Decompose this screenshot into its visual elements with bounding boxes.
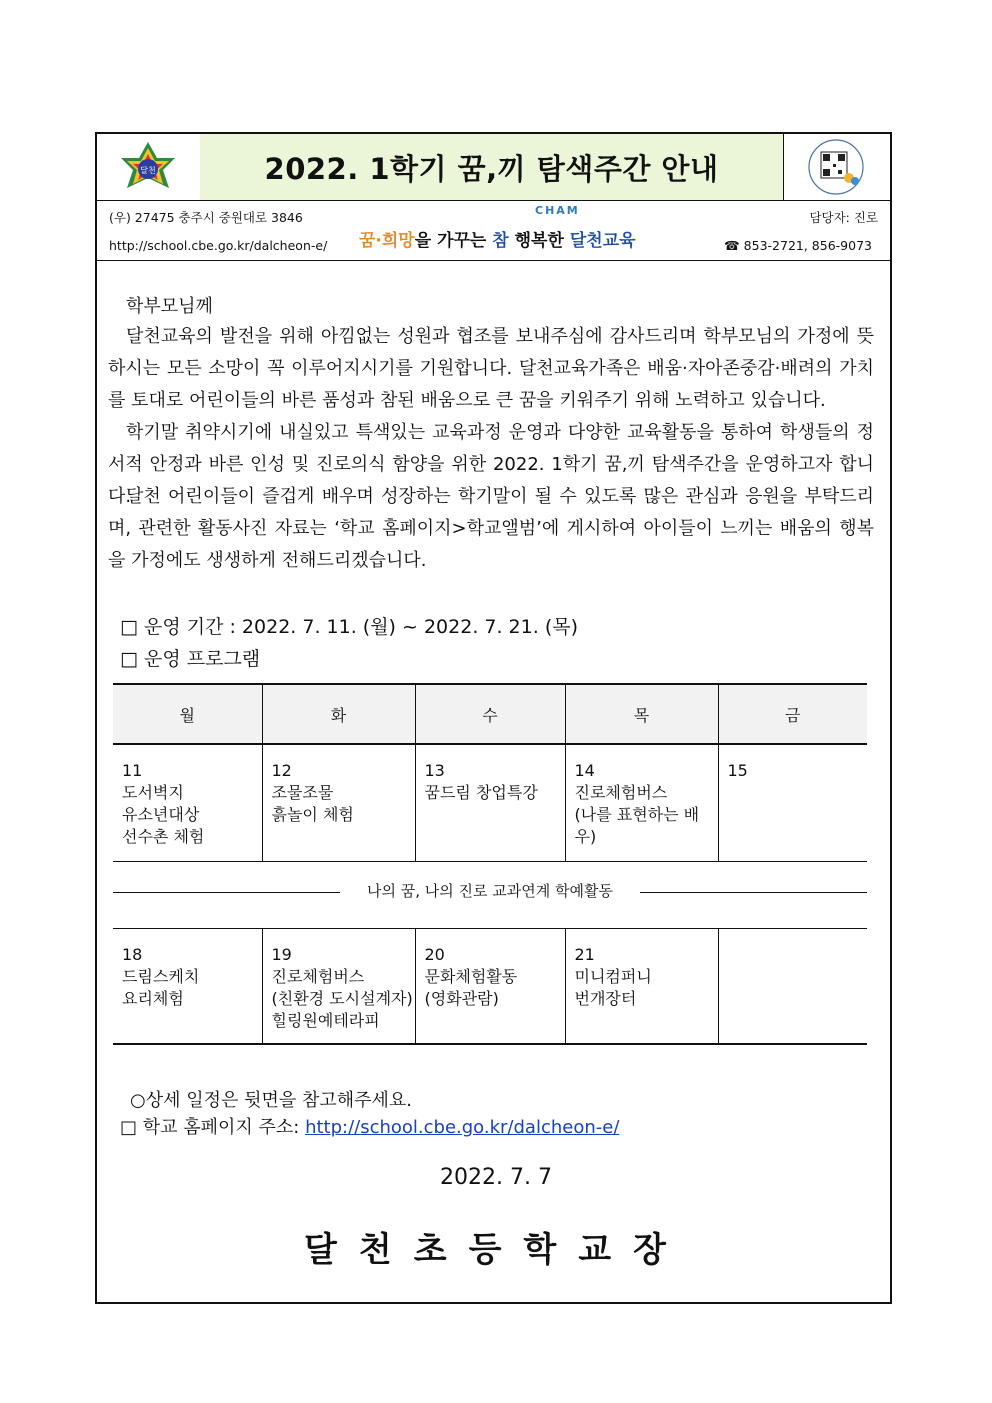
activity-text: (친환경 도시설계자) — [271, 989, 413, 1008]
day-number: 15 — [727, 761, 748, 780]
header-row — [97, 134, 890, 201]
slogan-part-a: 꿈·희망 — [359, 231, 415, 251]
school-emblem — [97, 134, 201, 200]
period-line: □ 운영 기간 : 2022. 7. 11. (월) ~ 2022. 7. 21. (목) — [120, 616, 578, 638]
slogan-part-c: 참 — [492, 231, 509, 251]
paragraph-2: 학기말 취약시기에 내실있고 특색있는 교육과정 운영과 다양한 교육활동을 통하여 학생들의 정서적 안정과 바른 인성 및 진로의식 함양을 위한 2022. 1학기 꿈,끼 탐색주간을 운영하고자 합니다. — [108, 422, 874, 507]
schedule-table-week2 — [113, 928, 867, 1045]
divider-label: 나의 꿈, 나의 진로 교과연계 학예활동 — [340, 880, 640, 901]
postal-address: (우) 27475 충주시 중원대로 3846 — [109, 210, 303, 225]
slogan-cham: CHAM — [535, 204, 580, 217]
phone-numbers: ☎ 853-2721, 856-9073 — [724, 238, 872, 253]
address-row — [97, 200, 890, 261]
header-tue: 화 — [262, 684, 415, 744]
activity-text: 미니컴퍼니 — [574, 967, 652, 986]
svg-text:달천: 달천 — [140, 166, 156, 175]
paragraph-3: 달천 어린이들이 즐겁게 배우며 성장하는 학기말이 될 수 있도록 많은 관심과 응원을 부탁드리며, 관련한 활동사진 자료는 ‘학교 홈페이지>학교앨범’에 게시하여 아이들이 느끼는 배움의 행복을 가정에도 생생하게 전해드리겠습니다. — [108, 486, 874, 571]
homepage-link[interactable]: http://school.cbe.go.kr/dalcheon-e/ — [305, 1117, 620, 1138]
qr-code-icon — [783, 134, 890, 200]
cell-19 — [262, 929, 415, 1044]
activity-text: 조물조물 — [271, 783, 334, 802]
table-header-row — [113, 684, 867, 744]
schedule-table-week1 — [113, 683, 867, 862]
day-number: 20 — [424, 945, 445, 964]
homepage-label: □ 학교 홈페이지 주소: — [120, 1117, 306, 1138]
page-title: 2022. 1학기 꿈,끼 탐색주간 안내 — [264, 151, 719, 186]
cell-11 — [113, 744, 262, 861]
header-fri: 금 — [718, 684, 867, 744]
activity-text: 유소년대상 — [122, 805, 200, 824]
table-row — [113, 744, 867, 861]
principal-signature: 달천초등학교장 — [304, 1230, 688, 1270]
cell-empty — [718, 929, 867, 1044]
homepage-line — [120, 1113, 619, 1139]
header-wed: 수 — [415, 684, 565, 744]
greeting: 학부모님께 — [126, 296, 213, 317]
activity-text: 번개장터 — [574, 989, 637, 1008]
header-thu: 목 — [565, 684, 718, 744]
cell-14 — [565, 744, 718, 861]
day-number: 14 — [574, 761, 595, 780]
issue-date: 2022. 7. 7 — [440, 1165, 552, 1190]
activity-text: 드림스케치 — [122, 967, 200, 986]
day-number: 18 — [122, 945, 143, 964]
cell-21 — [565, 929, 718, 1044]
activity-text: 문화체험활동 — [424, 967, 518, 986]
day-number: 19 — [271, 945, 292, 964]
contact-person: 담당자: 진로 — [809, 210, 878, 225]
slogan-part-e: 달천교육 — [569, 231, 636, 251]
activity-text: 도서벽지 — [122, 783, 184, 802]
activity-text: (나를 표현하는 배우) — [574, 805, 700, 846]
day-number: 12 — [271, 761, 292, 780]
activity-text: 힐링원예테라피 — [271, 1011, 380, 1030]
school-url[interactable]: http://school.cbe.go.kr/dalcheon-e/ — [109, 238, 328, 253]
table-row — [113, 929, 867, 1044]
cell-20 — [415, 929, 565, 1044]
day-number: 11 — [122, 761, 143, 780]
paragraph-1: 달천교육의 발전을 위해 아낌없는 성원과 협조를 보내주심에 감사드리며 학부모님의 가정에 뜻하시는 모든 소망이 꼭 이루어지시기를 기원합니다. 달천교육가족은 배움·자아존중감·배려의 가치를 토대로 어린이들의 바른 품성과 참된 배움으로 큰 꿈을 키워주기 위해 노력하고 있습니다. — [108, 326, 874, 411]
activity-text: 진로체험버스 — [271, 967, 365, 986]
cell-18 — [113, 929, 262, 1044]
star-emblem-icon — [97, 134, 200, 200]
activity-text: (영화관람) — [424, 989, 499, 1008]
slogan-part-b: 을 가꾸는 — [414, 231, 493, 251]
cell-12 — [262, 744, 415, 861]
activity-text: 요리체험 — [122, 989, 184, 1008]
header-mon: 월 — [113, 684, 262, 744]
day-number: 13 — [424, 761, 445, 780]
program-heading: □ 운영 프로그램 — [120, 648, 261, 670]
cell-13 — [415, 744, 565, 861]
activity-text: 흙놀이 체험 — [271, 805, 354, 824]
activity-text: 꿈드림 창업특강 — [424, 783, 538, 802]
detail-note: ○상세 일정은 뒷면을 참고해주세요. — [130, 1090, 413, 1111]
activity-text: 선수촌 체험 — [122, 827, 205, 846]
slogan — [359, 226, 636, 251]
cell-15 — [718, 744, 867, 861]
day-number: 21 — [574, 945, 595, 964]
title-box — [200, 134, 784, 200]
slogan-part-d: 행복한 — [508, 231, 570, 251]
activity-text: 진로체험버스 — [574, 783, 668, 802]
qr-code-logo — [783, 134, 890, 200]
